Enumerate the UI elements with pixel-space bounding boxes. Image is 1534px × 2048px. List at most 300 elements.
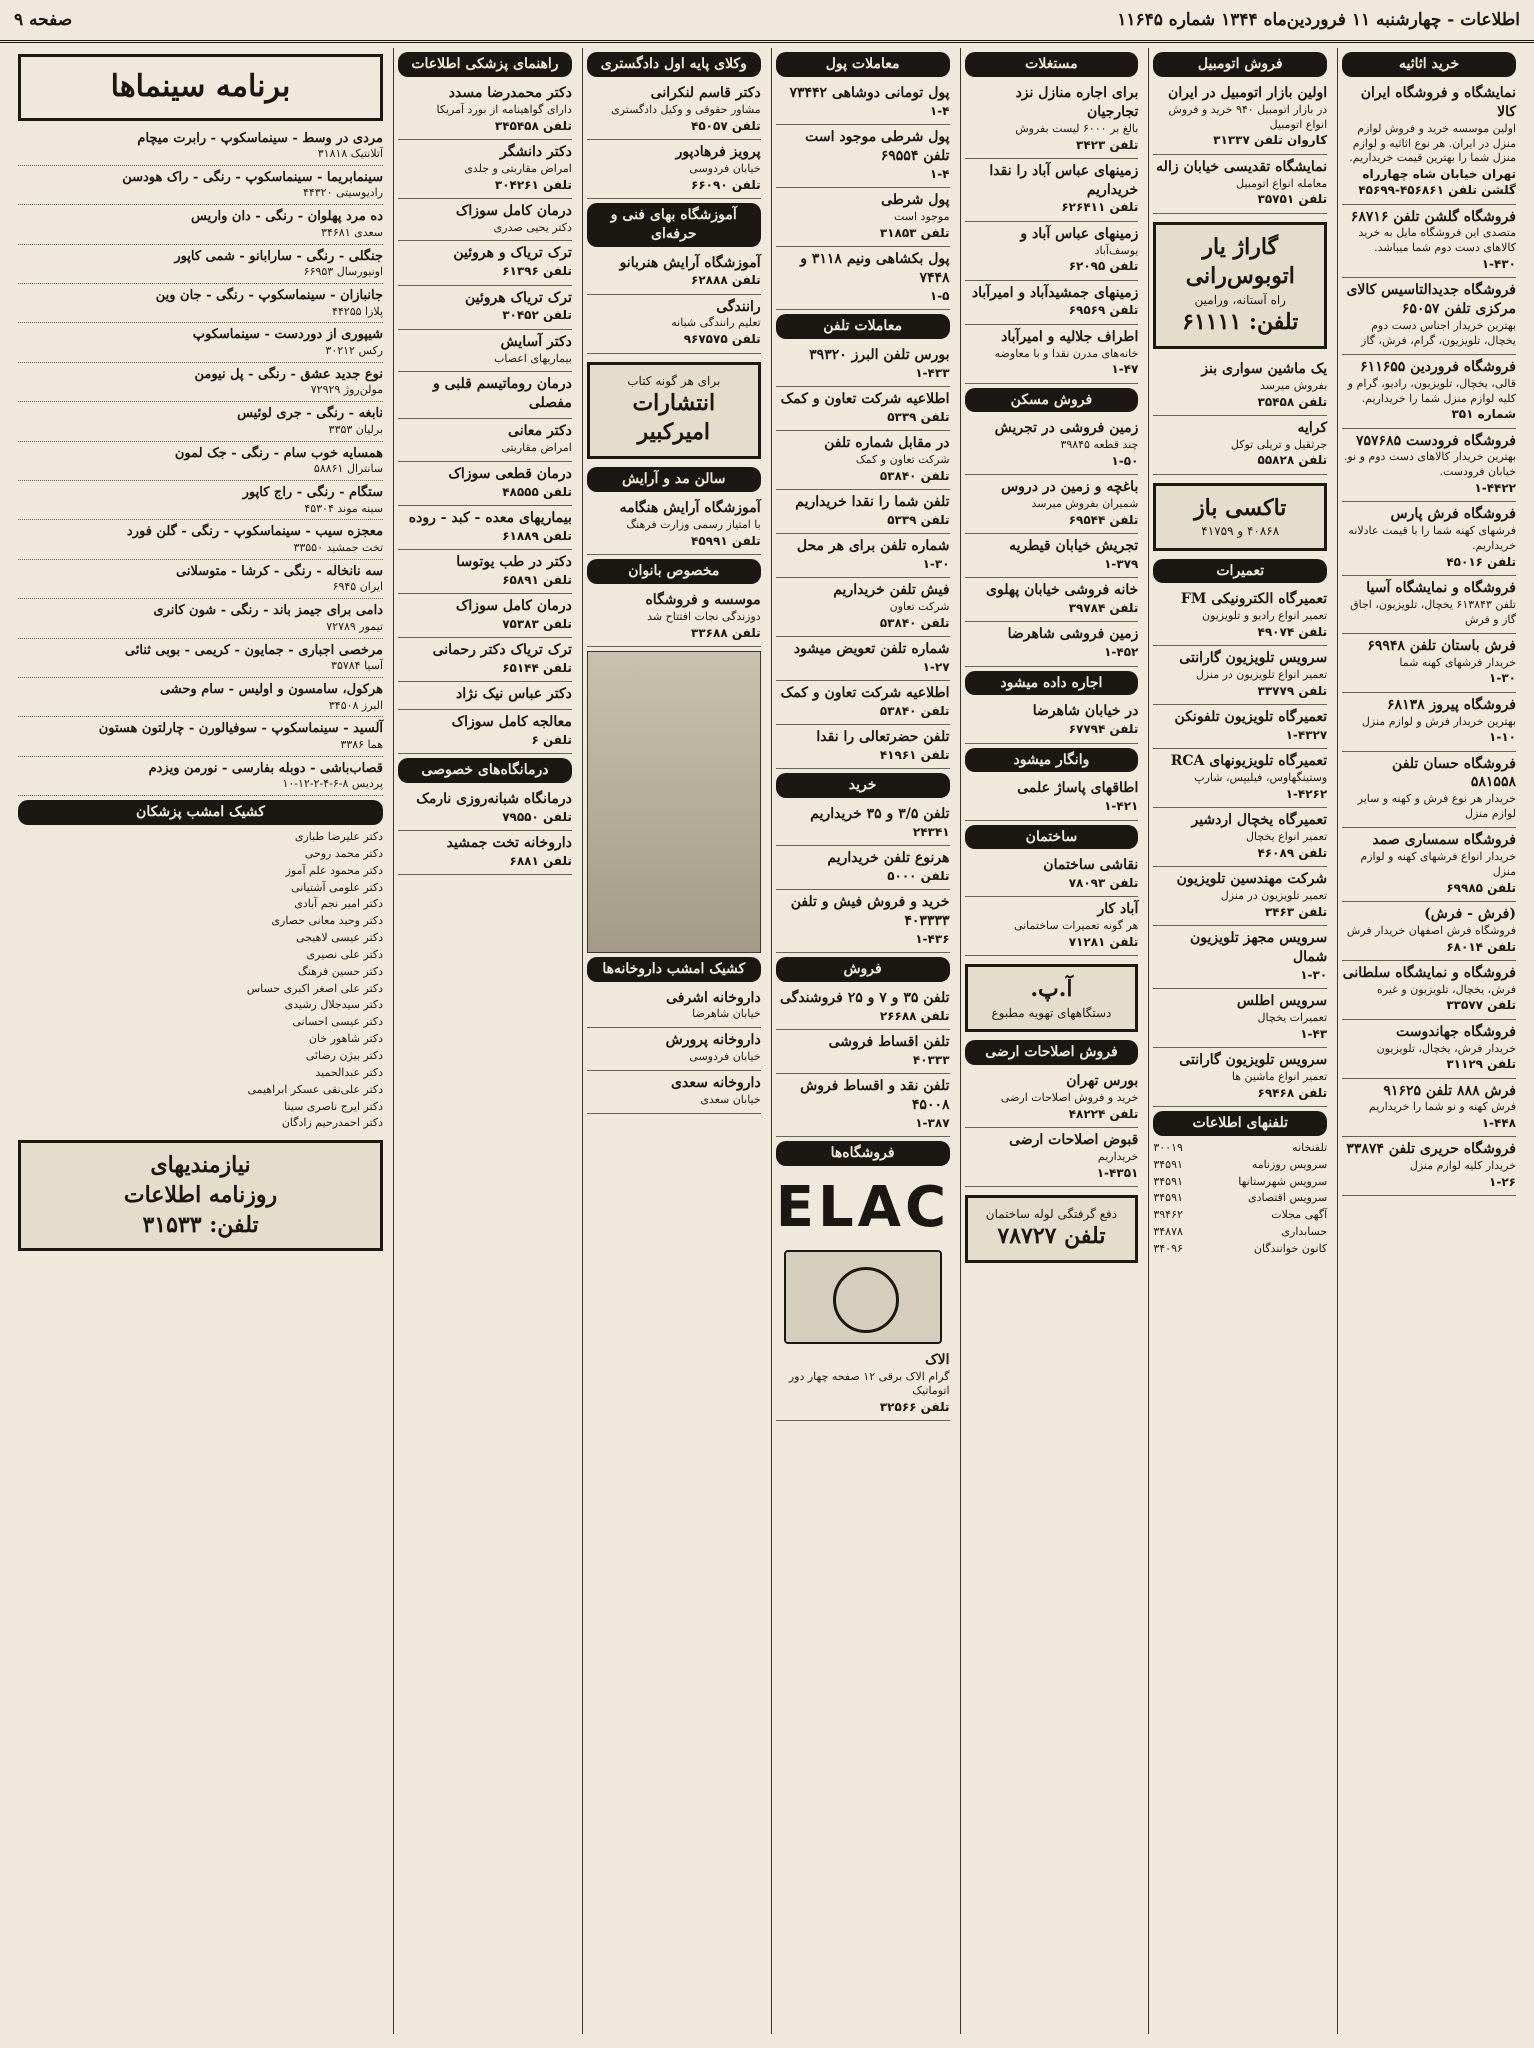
ad (776, 986, 950, 1030)
ad-body: موجود است (893, 209, 950, 223)
ad-body: چند قطعه ۳۹۸۴۵ (1060, 438, 1139, 452)
ad-title: داروخانه اشرفی (666, 989, 761, 1006)
ad-list (776, 81, 950, 310)
section-header: تعمیرات (1153, 559, 1327, 584)
box-line: برای هر گونه کتاب (627, 373, 721, 388)
ad-body: فرش، یخچال، تلویزیون و غیره (1376, 982, 1516, 996)
ad (1153, 155, 1327, 214)
section-header: کشیک امشب داروخانه‌ها (587, 957, 761, 982)
box-line: گاراژ یار اتوبوس‌رانی (1185, 233, 1295, 290)
phone-name: تلفنخانه (1292, 1140, 1328, 1154)
ad-phone: تلفن ۳۴۵۴۵۸ (494, 118, 572, 133)
film-name: همسایه خوب سام - رنگی - جک لمون (174, 445, 384, 461)
ad (587, 1071, 761, 1114)
ad (1153, 867, 1327, 926)
ad (398, 638, 572, 682)
film-listing (18, 757, 383, 796)
ad-title: فروشگاه جهاندوست (1396, 1023, 1516, 1040)
ad-title: خانه فروشی خیابان پهلوی (986, 582, 1139, 599)
ad-title: زمین فروشی شاهرضا (1007, 626, 1139, 643)
ad (1342, 576, 1516, 634)
ad-title: دکتر محمدرضا مسدد (448, 84, 572, 101)
ad-phone: ۱-۴۴۲۲ (1474, 481, 1516, 496)
ad (1342, 634, 1516, 693)
doctor-name: دکتر محمود علم آموز (285, 863, 384, 877)
ad-body: تعمیر تلویزیون در منزل (1220, 889, 1328, 903)
ad (776, 1348, 950, 1422)
ad-body: فرش کهنه و نو شما را خریداریم (1368, 1100, 1516, 1114)
ad-phone: ۱-۲۶ (1489, 1175, 1516, 1190)
ad-phone: تلفن ۳۱۱۲۹ (1446, 1057, 1516, 1072)
phone-number: ۳۹۴۶۲ (1153, 1208, 1183, 1222)
phone-row (1153, 1190, 1327, 1207)
film-info: آسیا ۳۵۷۸۴ (331, 659, 384, 673)
ad-title: دکتر عباس نیک نژاد (456, 686, 572, 703)
ad-title: نمایشگاه و فروشگاه ایران کالا (1360, 84, 1516, 120)
ad-title: (فرش - فرش) (1424, 905, 1516, 922)
film-info: آتلانتیک ۳۱۸۱۸ (317, 147, 384, 161)
ad (398, 831, 572, 875)
ad (587, 295, 761, 354)
ad (1153, 705, 1327, 749)
ad-list (587, 986, 761, 1114)
ad-phone: ۱-۱۰ (1489, 730, 1516, 745)
ad-phone: ۲۴۳۴۱ (912, 824, 950, 839)
film-name: مرخصی اجباری - جمایون - کریمی - بوبی ثنائی (124, 642, 384, 658)
ad-list (398, 81, 572, 754)
ad-body: خریدار انواع فرشهای کهنه و لوازم منزل (1360, 849, 1516, 878)
ad (398, 372, 572, 419)
film-name: مردی در وسط - سینماسکوپ - رابرت میچام (137, 130, 384, 146)
film-info: رکس ۳۰۲۱۲ (325, 344, 384, 357)
phone-number: ۳۴۵۹۱ (1153, 1174, 1183, 1188)
ad-title: فروشگاه فرش پارس (1390, 506, 1516, 523)
elac-logo: ELAC (775, 1175, 951, 1241)
film-info: اونیورسال ۶۶۹۵۳ (303, 265, 384, 279)
ad-phone: ۱-۳۰ (922, 556, 950, 571)
ad (776, 802, 950, 846)
ad (1342, 961, 1516, 1020)
box-line: دفع گرفتگی لوله ساختمان (985, 1207, 1118, 1221)
ad-title: داروخانه پرورش (665, 1032, 761, 1049)
ad-phone: تلفن ۳۳۵۷۷ (1446, 998, 1516, 1013)
ad (587, 251, 761, 295)
section-header: آموزشگاه بهای فنی و حرفه‌ای (587, 203, 761, 247)
ad-title: تلفن اقساط فروشی (828, 1034, 950, 1051)
section-header: مخصوص بانوان (587, 559, 761, 584)
film-info: مولن‌روژ ۷۲۹۲۹ (310, 383, 384, 397)
ad-title: فروشگاه فرودست ۷۵۷۶۸۵ (1355, 432, 1516, 449)
ad (776, 681, 950, 725)
section-header: کشیک امشب پزشکان (18, 800, 383, 825)
film-listing (18, 323, 383, 362)
ad-title: آباد کار (1097, 901, 1139, 918)
ad-phone: تلفن ۶۵۱۴۴ (502, 661, 572, 676)
phone-number: ۳۰۰۱۹ (1153, 1140, 1183, 1154)
film-info: تیمور ۷۲۷۸۹ (326, 619, 384, 633)
ad-title: تلفن ۳/۵ و ۳۵ خریداریم (810, 806, 950, 822)
classifieds-box (18, 1140, 383, 1251)
turntable-icon (784, 1250, 942, 1344)
ad (1342, 205, 1516, 279)
ad-phone: تلفن ۶۹۵۶۹ (1068, 303, 1139, 318)
ad (776, 846, 950, 890)
ad (587, 81, 761, 140)
ad-phone: تلفن ۹۶۷۵۷۵ (683, 332, 761, 347)
ad-body: بهترین خریدار اجناس دست دوم یخچال، تلویزیون، گرام، فرش، گاز (1361, 319, 1516, 347)
ad-title: بیماریهای معده - کبد - روده (408, 509, 572, 526)
ad-body: بهترین خریدار کالاهای دست دوم و نو. خیابان فرودست. (1343, 450, 1516, 479)
ad-title: دکتر دانشگر (500, 143, 572, 160)
ad (398, 330, 572, 373)
ad-title: فرش ۸۸۸ تلفن ۹۱۶۲۵ (1383, 1082, 1516, 1099)
ad-phone: تلفن ۴۹۰۷۴ (1257, 625, 1328, 640)
doctor-name: دکتر بیژن رضائی (305, 1049, 384, 1062)
box-line: انتشارات امیرکبیر (632, 389, 716, 446)
film-name: قصاب‌باشی - دوبله بفارسی - نورمن ویزدم (148, 760, 384, 776)
ad-phone: ۱-۴۳۰ (1481, 257, 1516, 272)
section-header: فروشگاه‌ها (776, 1141, 950, 1166)
ad-list (776, 986, 950, 1137)
ad (965, 281, 1139, 325)
ad-title: تجریش خیابان قیطریه (1009, 538, 1139, 555)
film-listing (18, 678, 383, 717)
ad-title: داروخانه تخت جمشید (446, 835, 572, 852)
ad (1153, 646, 1327, 705)
section-header: فروش مسکن (965, 388, 1139, 413)
box-line: روزنامه اطلاعات (123, 1181, 278, 1208)
phone-name: سرویس اقتصادی (1247, 1191, 1328, 1205)
ad-list (1153, 357, 1327, 475)
ad-phone: تلفن ۶۵۸۹۱ (502, 572, 572, 587)
ad (776, 431, 950, 490)
phone-row (1153, 1140, 1327, 1157)
column-furniture (1337, 48, 1520, 2034)
ad-phone: تلفن ۵۵۸۲۸ (1257, 453, 1328, 468)
ad-phone: تلفن ۶۶۰۹۰ (691, 177, 761, 192)
phone-name: آگهی مجلات (1271, 1208, 1328, 1222)
ad-title: زمینهای عباس آباد را نقدا خریداریم (989, 162, 1139, 198)
ad (398, 787, 572, 831)
phone-row (1153, 1241, 1327, 1258)
doctor-name: دکتر علی نصیری (306, 947, 384, 961)
doctor-name: دکتر عیسی لاهیجی (295, 931, 384, 945)
ad (1342, 429, 1516, 503)
section-header: فروش اصلاحات ارضی (965, 1040, 1139, 1065)
ad-title: درمان کامل سوزاک (455, 202, 572, 219)
ad (398, 286, 572, 330)
ad-phone: تلفن ۶۲۰۹۵ (1068, 259, 1139, 274)
ad-title: نمایشگاه تقدیسی خیابان زاله (1156, 158, 1328, 175)
ad-list (1342, 81, 1516, 1196)
ad-list (1153, 81, 1327, 214)
ad-phone: تلفن ۵۳۸۴۰ (879, 468, 950, 483)
ad-title: ترک تریاک دکتر رحمانی (432, 642, 572, 659)
doctor-list (18, 829, 383, 1132)
ad-title: سرویس اطلس (1236, 993, 1328, 1010)
ad-phone: تلفن ۳۲۵۶۶ (879, 1400, 950, 1415)
ad-title: دکتر معانی (508, 423, 572, 440)
ad (965, 222, 1139, 281)
ad (398, 462, 572, 506)
doctor-name: دکتر علیرضا طباری (294, 830, 384, 844)
ad-body: خیابان فردوسی (689, 161, 761, 175)
box-line: دستگاههای تهویه مطبوع (991, 1006, 1112, 1021)
ad-list (587, 251, 761, 354)
ad-phone: تلفن ۳۴۶۳ (1264, 904, 1328, 919)
ad-phone: تلفن ۴۵۹۹۱ (691, 533, 761, 548)
ad-list (965, 416, 1139, 666)
phone-list (1153, 1140, 1327, 1258)
ad-title: فروشگاه گلشن تلفن ۶۸۷۱۶ (1350, 208, 1516, 225)
ad-body: هر گونه تعمیرات ساختمانی (1013, 919, 1139, 933)
ad-phone: تلفن ۶۹۹۸۵ (1446, 880, 1516, 895)
section-header: معاملات پول (776, 52, 950, 77)
film-listing (18, 205, 383, 244)
ad (587, 986, 761, 1029)
ad-title: معالجه کامل سوزاک (451, 714, 572, 731)
ad-phone: تلفن ۴۶۰۸۹ (1257, 846, 1328, 861)
column-cinema (14, 48, 387, 2034)
film-info: رادیوسیتی ۴۴۳۲۰ (302, 186, 384, 200)
section-header: راهنمای پزشکی اطلاعات (398, 52, 572, 77)
ad-title: شماره تلفن تعویض میشود (793, 640, 950, 657)
box-line: تاکسی باز (1194, 494, 1287, 521)
box-phone: تلفن: ۶۱۱۱۱ (1182, 309, 1299, 336)
doctor-name: دکتر حسین فرهنگ (297, 964, 384, 978)
ad-phone: تلفن ۵۳۳۹ (887, 409, 950, 424)
ad (776, 637, 950, 681)
ad-title: دکتر قاسم لنکرانی (650, 84, 761, 101)
ad (398, 594, 572, 638)
ad-title: در خیابان شاهرضا (1032, 703, 1139, 720)
ad-list (965, 81, 1139, 384)
ad (776, 490, 950, 534)
ad (965, 1128, 1139, 1187)
ad (1342, 278, 1516, 354)
ad-title: یک ماشین سواری بنز (1201, 360, 1328, 377)
ad (1153, 587, 1327, 646)
ad (1342, 828, 1516, 902)
ad-title: پرویز فرهادپور (675, 143, 761, 160)
film-name: دامی برای جیمز باند - رنگی - شون کانری (153, 603, 384, 619)
ad-phone: ۴۰۳۳۳ (912, 1052, 950, 1067)
section-header: ساختمان (965, 825, 1139, 850)
section-header: خرید اثاثیه (1342, 52, 1516, 77)
doctor-name: دکتر علومی آشتیانی (291, 880, 384, 894)
ad-phone: تلفن ۷۸۰۹۳ (1068, 876, 1139, 891)
section-header: فروش اتومبیل (1153, 52, 1327, 77)
film-listing (18, 284, 383, 323)
ad-title: اطلاعیه شرکت تعاون و کمک (780, 684, 950, 701)
section-header: اجاره داده میشود (965, 671, 1139, 696)
doctor-name: دکتر عبدالحمید (315, 1065, 384, 1079)
ad-body: خیابان شاهرضا (692, 1007, 761, 1021)
ap-box (965, 964, 1139, 1032)
ad (587, 1028, 761, 1071)
section-header: مستغلات (965, 52, 1139, 77)
film-name: نوع جدید عشق - رنگی - پل نیومن (194, 366, 384, 382)
ad-phone: کاروان تلفن ۳۱۳۳۷ (1213, 133, 1328, 148)
ad (965, 1069, 1139, 1128)
ad (1153, 749, 1327, 808)
ad-body: دوزندگی نجات افتتاح شد (647, 609, 761, 623)
film-name: نابغه - رنگی - جری لوئیس (237, 406, 384, 422)
ad-title: قبوض اصلاحات ارضی (1009, 1132, 1139, 1149)
page-number: صفحه ۹ (14, 10, 73, 30)
section-header: معاملات تلفن (776, 314, 950, 339)
film-name: سه نانخاله - رنگی - کرشا - متوسلانی (175, 563, 384, 579)
phone-row (1153, 1157, 1327, 1174)
phone-number: ۳۴۸۷۸ (1153, 1225, 1183, 1239)
ad-body: خانه‌های مدرن نقدا و با معاوضه (994, 346, 1139, 360)
film-name: معجزه سیب - سینماسکوپ - رنگی - گلن فورد (126, 524, 384, 540)
box-line: نیازمندیهای (150, 1152, 251, 1179)
column-money-phone (771, 48, 954, 2034)
ad-phone: تلفن ۷۱۲۸۱ (1068, 935, 1139, 950)
ad-phone: تلفن ۳۵۷۵۱ (1257, 192, 1328, 207)
ad-body: شرکت تعاون (889, 599, 950, 613)
ad-body: خریدار فرشهای کهنه شما (1399, 655, 1516, 669)
ad-title: درمان روماتیسم قلبی و مفصلی (433, 376, 572, 412)
film-listing (18, 717, 383, 756)
ad-body: بیماریهای اعصاب (494, 351, 572, 365)
ad (1342, 693, 1516, 752)
ad-body: وستینگهاوس، فیلیپس، شارپ (1194, 771, 1328, 785)
ad-title: سرویس مجهز تلویزیون شمال (1189, 930, 1328, 966)
ad-list (965, 1069, 1139, 1187)
ad-phone: ۱-۴۴۸ (1481, 1116, 1516, 1131)
ad-phone: تلفن ۶ (531, 733, 572, 748)
ad-phone: ۱-۳۰ (1300, 967, 1328, 982)
film-name: جنگلی - رنگی - سارابانو - شمی کاپور (174, 248, 384, 264)
ad-phone: ۱-۳۰ (1489, 671, 1516, 686)
ad (776, 247, 950, 310)
film-name: ده مرد پهلوان - رنگی - دان واریس (191, 209, 384, 225)
doctor-name: دکتر امیر نجم آبادی (294, 897, 384, 911)
ad-body: بهترین خریدار فرش و لوازم منزل (1361, 714, 1516, 728)
ad (398, 550, 572, 594)
ad-phone: تلفن ۴۱۹۶۱ (879, 747, 950, 762)
ad-phone: تلفن ۳۵۴۵۸ (1257, 394, 1328, 409)
column-real-estate (960, 48, 1143, 2034)
ad-title: فیش تلفن خریداریم (833, 581, 950, 598)
ad-title: تلفن شما را نقدا خریداریم (795, 493, 950, 510)
column-automobile (1148, 48, 1331, 2034)
ad (587, 588, 761, 647)
ad-title: فروشگاه جدیدالتاسیس کالای مرکزی تلفن ۶۵۰۵۷ (1346, 282, 1516, 318)
ad-phone: تهران خیابان شاه چهارراه گلشن تلفن ۴۵۶۸۶۱-۴۵۶۹۹ (1358, 167, 1516, 198)
ad (1342, 1020, 1516, 1079)
ad-body: قالی، یخچال، تلویزیون، رادیو، گرام و کلیه لوازم منزل شما را خریداریم. (1347, 376, 1516, 405)
phone-number: ۳۴۵۹۱ (1153, 1191, 1183, 1205)
ad-title: درمانگاه شبانه‌روزی نارمک (416, 791, 572, 808)
doctor-name: دکتر محمد روحی (304, 846, 384, 860)
ad-title: در مقابل شماره تلفن (824, 434, 950, 451)
ad-list (965, 853, 1139, 956)
pipe-box (965, 1195, 1139, 1263)
ad-phone: تلفن ۶۹۴۶۸ (1257, 1085, 1328, 1100)
ad-title: تعمیرگاه تلویزیون تلفونکن (1174, 709, 1328, 726)
ad-body: اولین موسسه خرید و فروش لوازم منزل در ایران. هر نوع اثاثیه و لوازم منزل شما را بهترین قیمت خریداریم. (1349, 121, 1516, 165)
ad-title: تعمیرگاه الکترونیکی FM (1180, 591, 1328, 608)
film-name: شیپوری از دوردست - سینماسکوپ (192, 327, 384, 343)
bride-photo (587, 651, 761, 953)
ad-body: خریداریم (1097, 1149, 1139, 1163)
doctor-name: دکتر شاهور خان (308, 1032, 384, 1046)
doctor-name: دکتر وحید معانی حصاری (271, 914, 384, 928)
ad-body: با امتیاز رسمی وزارت فرهنگ (626, 517, 761, 531)
film-listing (18, 166, 383, 205)
ad-title: رانندگی (716, 298, 761, 315)
ad-phone: تلفن ۲۶۶۸۸ (879, 1008, 950, 1023)
ad-body: خریدار کلیه لوازم منزل (1409, 1159, 1516, 1173)
ad-title: فروشگاه حریری تلفن ۳۳۸۷۴ (1346, 1141, 1516, 1158)
phone-name: کانون خوانندگان (1253, 1241, 1328, 1255)
ad-title: دکتر آسایش (500, 333, 572, 350)
doctor-name: دکتر علی اصغر اکبری حساس (246, 981, 384, 995)
ad-phone: ۱-۴۳۳ (915, 365, 950, 380)
box-line: آ.پ. (1030, 976, 1073, 1003)
ad (398, 506, 572, 550)
ad-body: مشاور حقوقی و وکیل دادگستری (611, 102, 761, 116)
phone-row (1153, 1207, 1327, 1224)
ad (1342, 1079, 1516, 1138)
masthead-date: اطلاعات - چهارشنبه ۱۱ فروردین‌ماه ۱۳۴۴ شماره ۱۱۶۴۵ (1117, 10, 1520, 30)
ad-phone: ۱-۴۳۵۱ (1096, 1165, 1139, 1180)
section-header: وکلای پایه اول دادگستری (587, 52, 761, 77)
ad-phone: تلفن ۶۲۸۸۸ (691, 273, 761, 288)
ad (965, 622, 1139, 666)
ad (965, 897, 1139, 956)
ad-phone: ۱-۲۷ (922, 659, 950, 674)
ad-body: خریدار فرش، یخچال، تلویزیون (1376, 1041, 1516, 1055)
doctor-name: دکتر علی‌نقی عسکر ابراهیمی (247, 1082, 384, 1096)
ad-title: درمان قطعی سوزاک (448, 465, 572, 482)
film-name: ستگام - رنگی - راج کاپور (242, 485, 384, 501)
ad (1153, 416, 1327, 475)
film-listing (18, 599, 383, 638)
phone-name: سرویس شهرستانها (1238, 1174, 1328, 1188)
ad (398, 199, 572, 242)
ad-phone: ۱-۵۰ (1111, 454, 1139, 469)
ad-body: فرشهای کهنه شما را با قیمت عادلانه خریداریم. (1348, 524, 1516, 553)
ad-phone: ۱-۵ (929, 288, 950, 303)
ad-title: برای اجاره منازل نزد تجارجیان (1015, 84, 1139, 120)
ad-title: ترک تریاک و هروئین (453, 245, 572, 262)
ad-phone: تلفن ۳۳۷۷۹ (1257, 684, 1328, 699)
ad-body: بفروش میرسد (1259, 378, 1328, 392)
doctor-name: دکتر ایرج ناصری سینا (284, 1099, 384, 1113)
film-name: سینمابریما - سینماسکوپ - رنگی - راک هودسن (122, 169, 384, 185)
ad-title: کرایه (1297, 419, 1328, 436)
ad-phone: تلفن ۶۹۵۴۴ (1068, 513, 1139, 528)
ad-list (398, 787, 572, 875)
ad-title: فروشگاه سمساری صمد (1372, 832, 1516, 848)
film-listing (18, 442, 383, 481)
cinema-title: برنامه سینماها (18, 54, 383, 121)
ad-phone: ۱-۴ (929, 166, 950, 181)
section-header: درمانگاه‌های خصوصی (398, 758, 572, 783)
ad (965, 81, 1139, 159)
ad (965, 416, 1139, 475)
doctor-name: دکتر عیسی احسانی (292, 1015, 384, 1029)
ad-phone: تلفن ۷۹۵۵۰ (502, 810, 572, 825)
section-header: سالن مد و آرایش (587, 467, 761, 492)
ad-phone: شماره ۳۵۱ (1451, 407, 1516, 422)
ad-title: دکتر در طب یوتوسا (456, 554, 572, 571)
ad-title: بورس تلفن البرز ۳۹۳۲۰ (809, 346, 950, 363)
